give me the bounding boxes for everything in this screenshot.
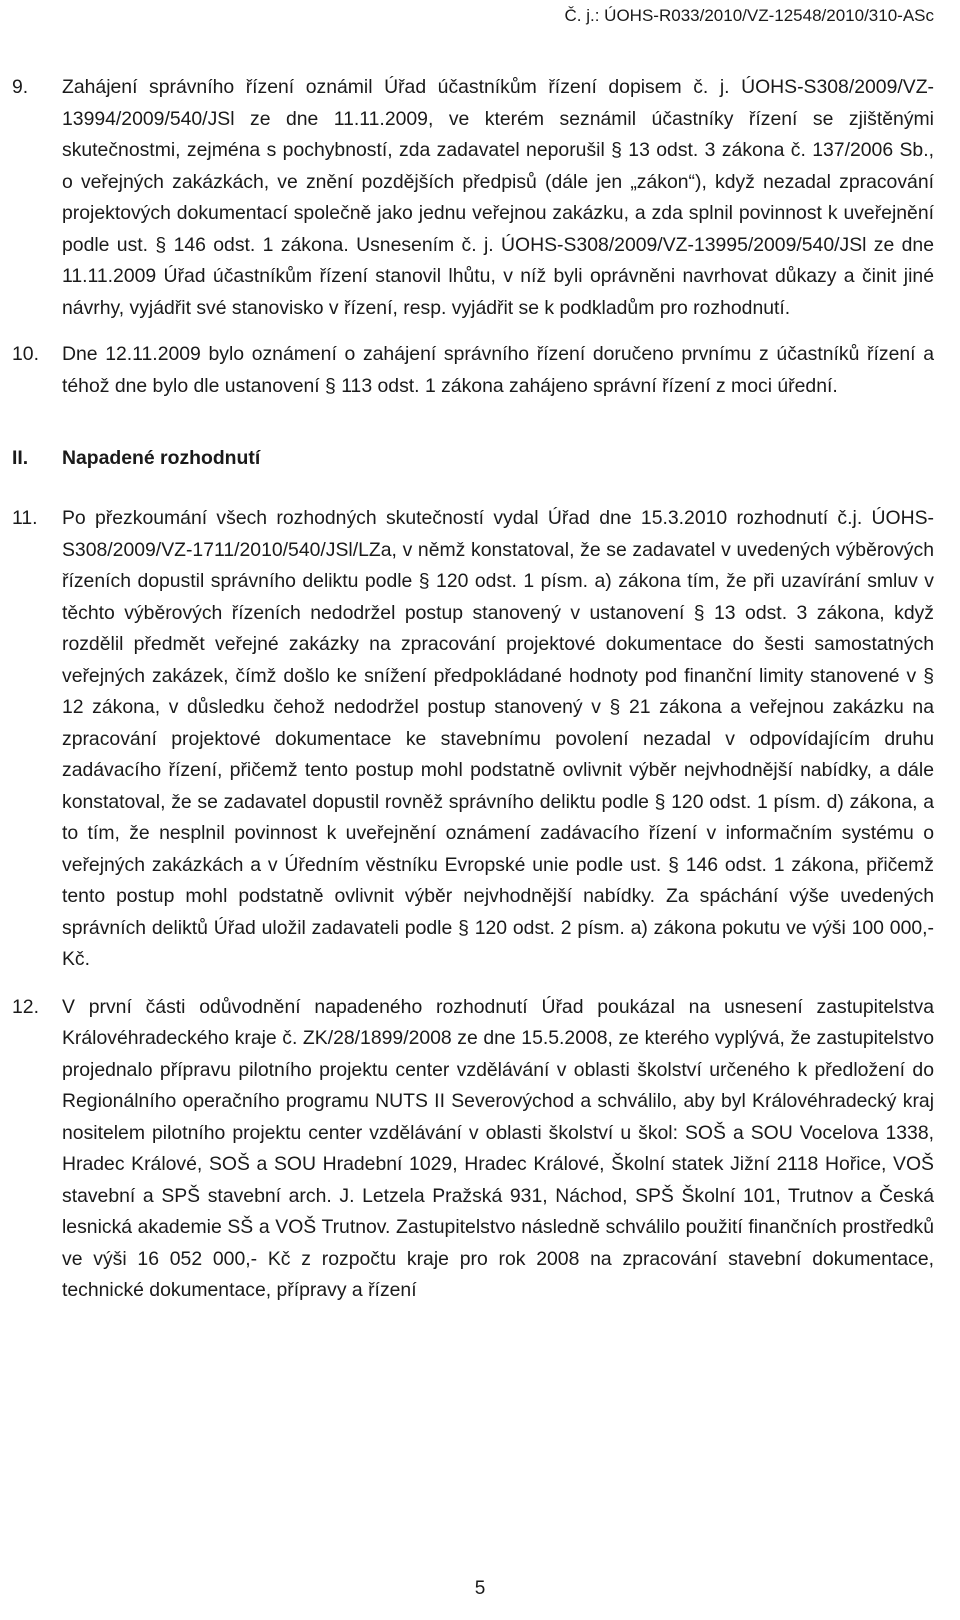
paragraph-10 (0, 339, 960, 402)
paragraph-text: Dne 12.11.2009 bylo oznámení o zahájení správního řízení doručeno prvnímu z účastníků řízení a téhož dne bylo dle ustanovení § 113 odst. 1 zákona zahájeno správní řízení z moci úřední. (62, 343, 934, 397)
paragraph-number: 10. (12, 343, 39, 365)
paragraph-text: Po přezkoumání všech rozhodných skutečností vydal Úřad dne 15.3.2010 rozhodnutí č.j. ÚOHS-S308/2009/VZ-1711/2010/540/JSl/LZa, v němž konstatoval, že se zadavatel v uvedených výběrových řízeních dopustil správního deliktu podle § 120 odst. 1 písm. a) zákona tím, že při uzavírání smluv v těchto výběrových řízeních nedodržel postup stanovený v ustanovení § 13 odst. 3 zákona, když rozdělil předmět veřejné zakázky na zpracování projektové dokumentace do šesti samostatných veřejných zakázek, čímž došlo ke snížení předpokládané hodnoty pod finanční limity stanovené v § 12 zákona, v důsledku čehož nedodržel postup stanovený v § 21 zákona a veřejnou zakázku na zpracování projektové dokumentace ke stavebnímu povolení nezadal v odpovídajícím druhu zadávacího řízení, přičemž tento postup mohl podstatně ovlivnit výběr nejvhodnější nabídky, a dále konstatoval, že se zadavatel dopustil rovněž správního deliktu podle § 120 odst. 1 písm. d) zákona, a to tím, že nesplnil povinnost k uveřejnění oznámení zadávacího řízení v informačním systému o veřejných zakázkách a v Úředním věstníku Evropské unie podle ust. § 146 odst. 1 zákona, přičemž tento postup mohl podstatně ovlivnit výběr nejvhodnější nabídky. Za spáchání výše uvedených správních deliktů Úřad uložil zadavateli podle § 120 odst. 2 písm. a) zákona pokutu ve výši 100 000,- Kč. (62, 507, 934, 970)
paragraph-number: 11. (12, 507, 38, 529)
page-number: 5 (474, 1578, 486, 1599)
section-heading (0, 447, 960, 479)
paragraph-11 (0, 503, 960, 976)
paragraph-text: V první části odůvodnění napadeného rozhodnutí Úřad poukázal na usnesení zastupitelstva Královéhradeckého kraje č. ZK/28/1899/2008 ze dne 15.5.2008, ze kterého vyplývá, že zastupitelstvo projednalo přípravu pilotního projektu center vzdělávání v oblasti školství určeného k předložení do Regionálního operačního programu NUTS II Severovýchod a schválilo, aby byl Královéhradecký kraj nositelem pilotního projektu center vzdělávání v oblasti školství u škol: SOŠ a SOU Vocelova 1338, Hradec Králové, SOŠ a SOU Hradební 1029, Hradec Králové, Školní statek Jižní 2118 Hořice, VOŠ stavební a SPŠ stavební arch. J. Letzela Pražská 931, Náchod, SPŠ Školní 101, Trutnov a Česká lesnická akademie SŠ a VOŠ Trutnov. Zastupitelstvo následně schválilo použití finančních prostředků ve výši 16 052 000,- Kč z rozpočtu kraje pro rok 2008 na zpracování stavební dokumentace, technické dokumentace, přípravy a řízení (62, 995, 934, 1301)
section-number: II. (12, 447, 29, 469)
section-title: Napadené rozhodnutí (62, 447, 261, 469)
paragraph-12 (0, 992, 960, 1307)
paragraph-text: Zahájení správního řízení oznámil Úřad účastníkům řízení dopisem č. j. ÚOHS-S308/2009/VZ-13994/2009/540/JSl ze dne 11.11.2009, ve kterém seznámil účastníky řízení se zjištěnými skutečnostmi, zejména s pochybností, zda zadavatel neporušil § 13 odst. 3 zákona č. 137/2006 Sb., o veřejných zakázkách, ve znění pozdějších předpisů (dále jen „zákon“), když nezadal zpracování projektových dokumentací společně jako jednu veřejnou zakázku, a zda splnil povinnost k uveřejnění podle ust. § 146 odst. 1 zákona. Usnesením č. j. ÚOHS-S308/2009/VZ-13995/2009/540/JSl ze dne 11.11.2009 Úřad účastníkům řízení stanovil lhůtu, v níž byli oprávněni navrhovat důkazy a činit jiné návrhy, vyjádřit své stanovisko v řízení, resp. vyjádřit se k podkladům pro rozhodnutí. (62, 76, 934, 319)
document-body (0, 72, 960, 1307)
paragraph-9 (0, 72, 960, 324)
document-reference: Č. j.: ÚOHS-R033/2010/VZ-12548/2010/310-ASc (564, 6, 934, 25)
paragraph-number: 9. (12, 76, 29, 98)
paragraph-number: 12. (12, 995, 39, 1018)
